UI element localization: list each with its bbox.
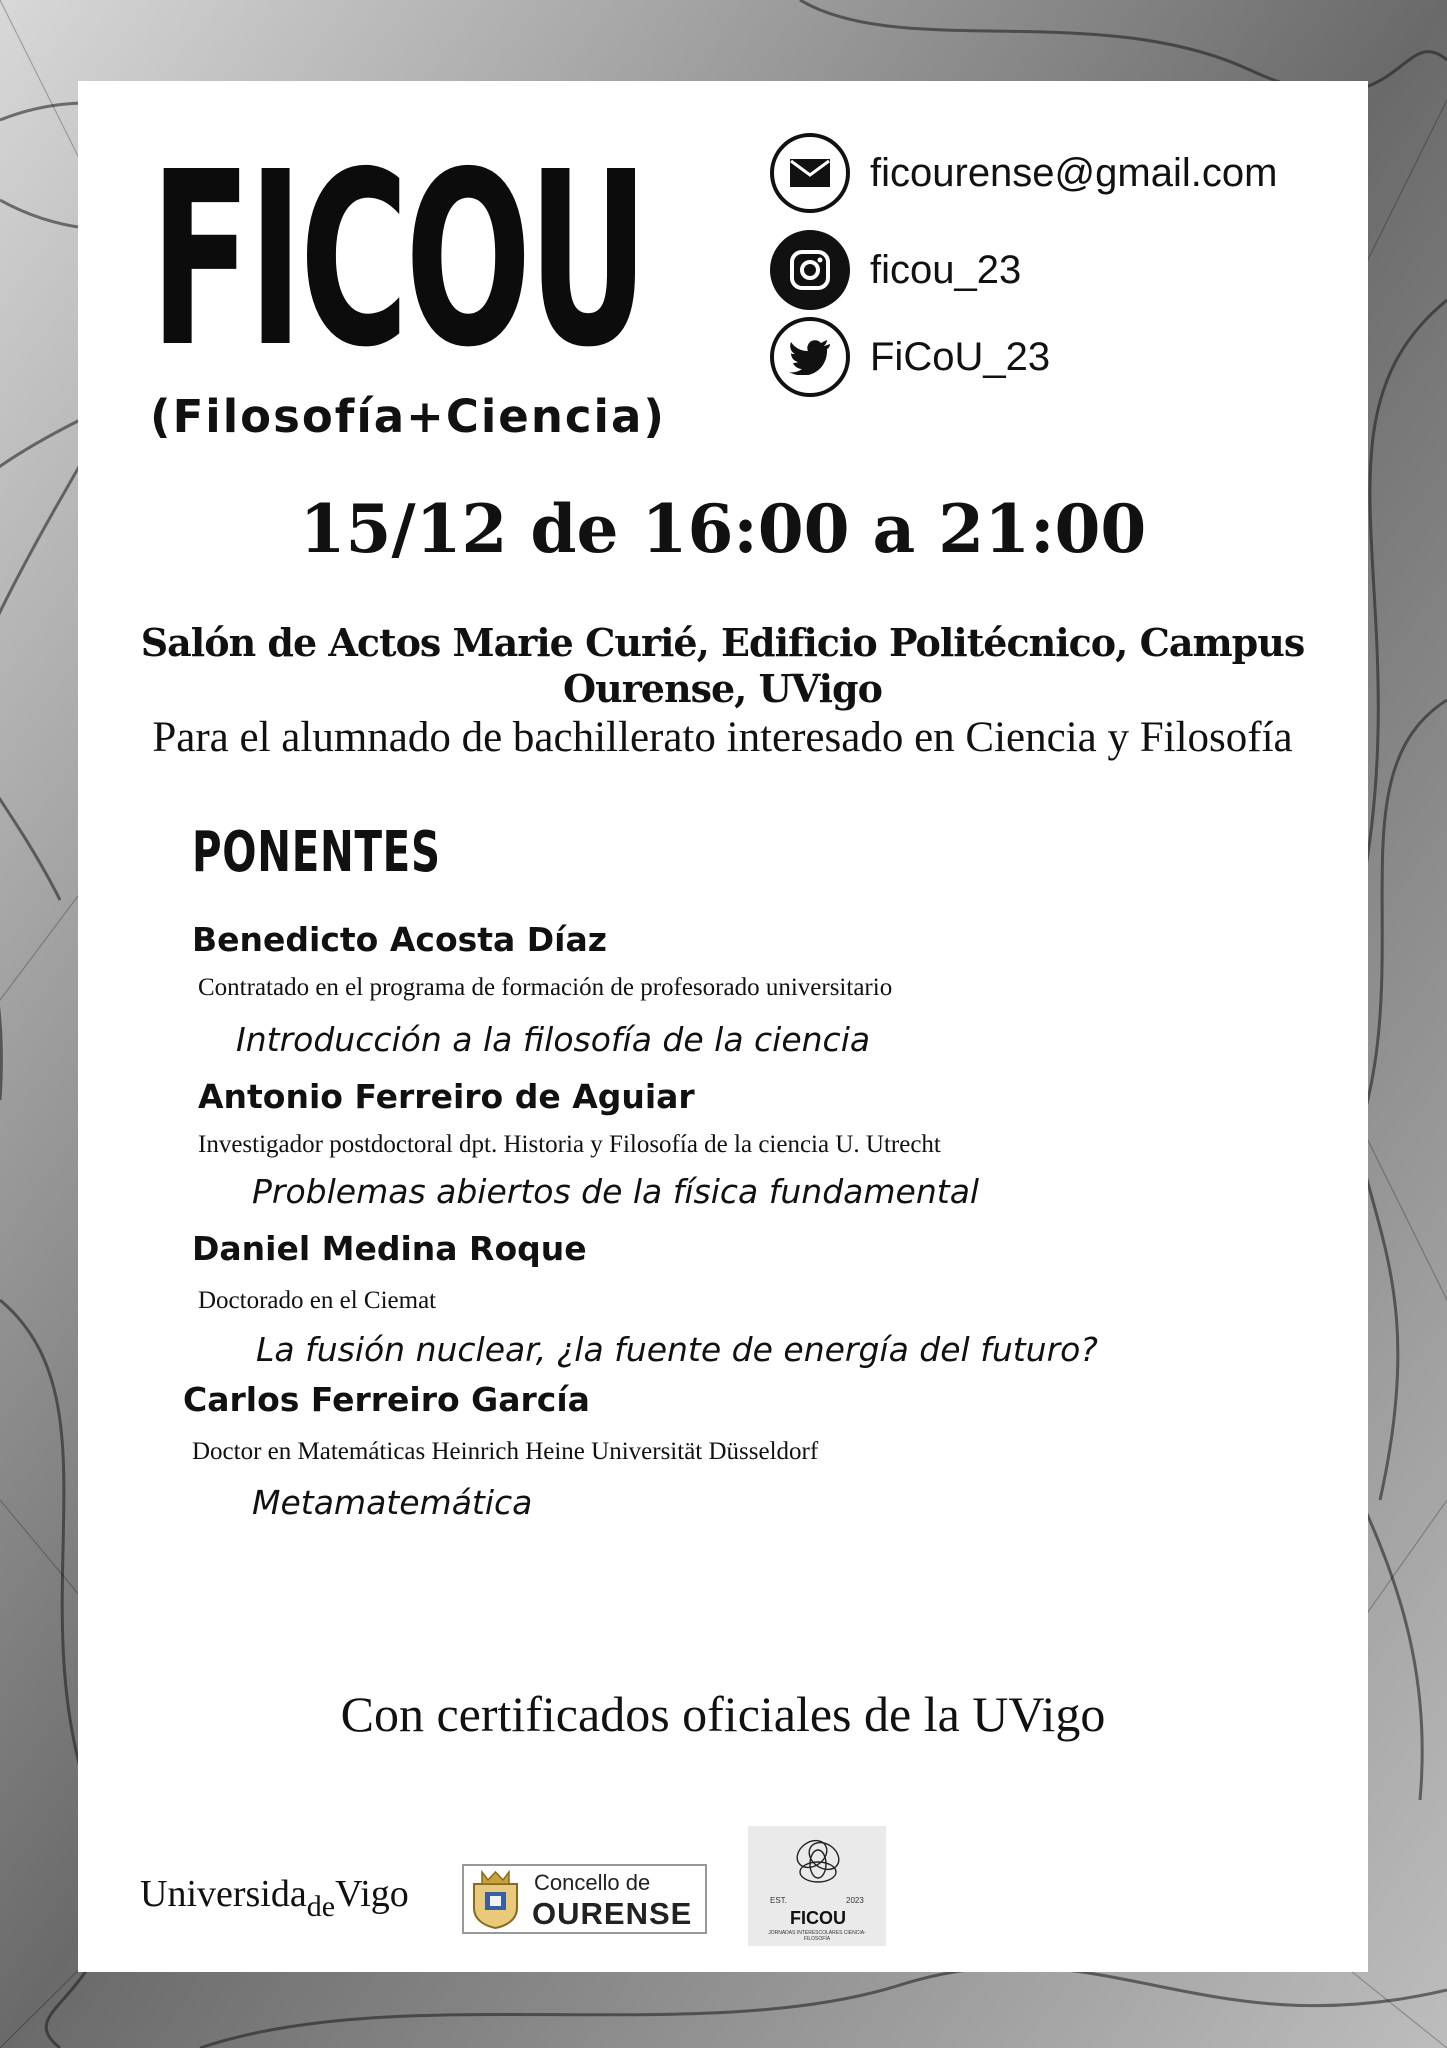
speaker-talk: Introducción a la filosofía de la ciencia: [236, 1020, 871, 1059]
speaker-talk: Problemas abiertos de la física fundamental: [252, 1172, 980, 1211]
speaker-role: Contratado en el programa de formación de profesorado universitario: [198, 974, 893, 1001]
uvigo-logo-part2: de: [306, 1890, 336, 1923]
coat-of-arms-icon: [468, 1870, 523, 1930]
envelope-icon: [770, 133, 850, 213]
ficou-logo-est: EST.: [770, 1896, 787, 1905]
event-venue: Salón de Actos Marie Curié, Edificio Politécnico, Campus Ourense, UVigo: [140, 620, 1305, 711]
speaker-role: Investigador postdoctoral dpt. Historia y Filosofía de la ciencia U. Utrecht: [198, 1131, 941, 1158]
speaker-name: Benedicto Acosta Díaz: [192, 920, 607, 959]
speaker-talk: Metamatemática: [252, 1483, 533, 1522]
contact-instagram[interactable]: [770, 230, 1021, 310]
page-title: FICOU: [150, 120, 645, 400]
twitter-handle: FiCoU_23: [870, 334, 1051, 379]
subtitle: (Filosofía+Ciencia): [150, 390, 666, 443]
instagram-handle: ficou_23: [870, 247, 1022, 292]
speaker-name: Daniel Medina Roque: [192, 1229, 587, 1268]
concello-line1: Concello de: [534, 1870, 651, 1895]
email-text: ficourense@gmail.com: [870, 150, 1278, 195]
concello-line2: OURENSE: [532, 1896, 693, 1931]
speaker-name: Antonio Ferreiro de Aguiar: [198, 1077, 695, 1116]
speaker-role: Doctorado en el Ciemat: [198, 1287, 437, 1314]
certificates-note: Con certificados oficiales de la UVigo: [340, 1686, 1106, 1742]
twitter-icon: [770, 317, 850, 397]
speaker-talk: La fusión nuclear, ¿la fuente de energía del futuro?: [256, 1330, 1098, 1369]
speaker-role: Doctor en Matemáticas Heinrich Heine Universität Düsseldorf: [192, 1438, 819, 1465]
speakers-heading: PONENTES: [192, 820, 441, 885]
ficou-logo: [748, 1826, 886, 1946]
ficou-logo-tagline: JORNADAS INTERESCOLARES CIENCIA-FILOSOFÍA: [768, 1930, 866, 1942]
speaker-name: Carlos Ferreiro García: [183, 1380, 590, 1419]
ficou-emblem-icon: [788, 1832, 848, 1894]
concello-ourense-logo: [462, 1864, 707, 1934]
uvigo-logo-part1: Universida: [140, 1873, 307, 1915]
uvigo-logo: [140, 1872, 409, 1923]
ficou-logo-name: FICOU: [790, 1908, 846, 1928]
event-audience: Para el alumnado de bachillerato interesado en Ciencia y Filosofía: [152, 714, 1293, 761]
contact-twitter[interactable]: [770, 317, 1050, 397]
instagram-icon: [770, 230, 850, 310]
uvigo-logo-part3: Vigo: [335, 1873, 409, 1915]
event-datetime: 15/12 de 16:00 a 21:00: [299, 490, 1147, 568]
contact-email[interactable]: [770, 133, 1277, 213]
ficou-logo-year: 2023: [846, 1896, 864, 1905]
